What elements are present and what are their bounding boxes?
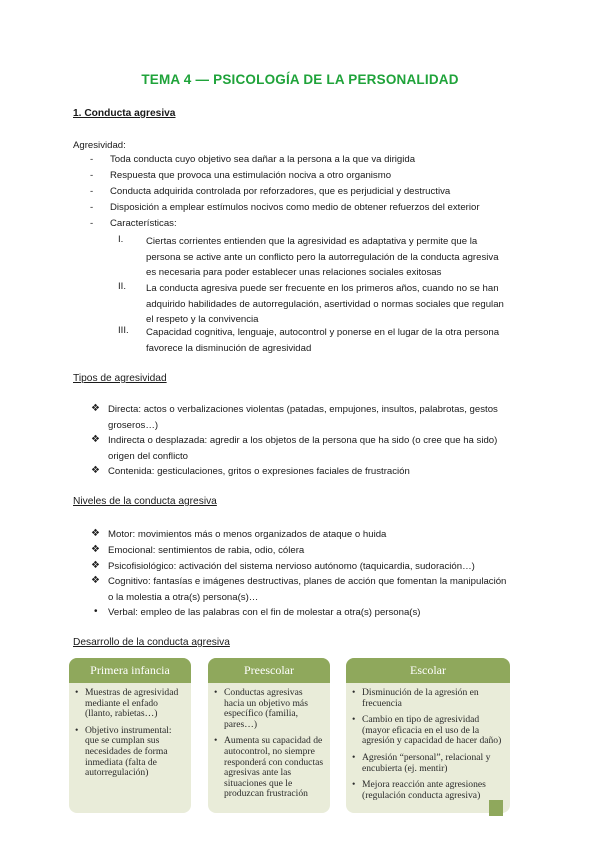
list-item: • Muestras de agresividad mediante el enfado (llanto, rabietas…) — [75, 687, 179, 720]
stage-box-preescolar — [208, 658, 330, 813]
text-line: Directa: actos o verbalizaciones violentas (patadas, empujones, insultos, palabrotas, gestos — [108, 404, 498, 415]
dash-bullet: - — [90, 218, 94, 229]
agresividad-label: Agresividad: — [73, 140, 126, 151]
bullet-dot: • — [352, 714, 356, 726]
bullet-dot: • — [214, 687, 218, 698]
list-item: Psicofisiológico: activación del sistema nervioso autónomo (taquicardia, sudoración…) — [108, 561, 475, 572]
diamond-bullet-icon: ❖ — [91, 575, 100, 586]
list-item: Respuesta que provoca una estimulación nociva a otro organismo — [110, 170, 392, 181]
list-item: • Cambio en tipo de agresividad (mayor eficacia en el uso de la agresión y capacidad de hacer daño) — [352, 714, 502, 747]
text-line: adquirido habilidades de autorregulación, asertividad o normas sociales que regulan — [146, 298, 504, 310]
bullet-dot: • — [75, 724, 79, 736]
roman-numeral-2: II. — [118, 281, 126, 292]
list-item — [108, 433, 528, 464]
list-item: Verbal: empleo de las palabras con el fin de molestar a otra(s) persona(s) — [108, 607, 421, 618]
list-item: • Agresión “personal”, relacional y encubierta (ej. mentir) — [352, 751, 491, 774]
roman-numeral-1: I. — [118, 234, 124, 245]
list-item: • Mejora reacción ante agresiones (regulación conducta agresiva) — [352, 779, 486, 801]
stage-box-primera-infancia — [69, 658, 191, 813]
bullet-dot: • — [352, 687, 356, 698]
bullet-dot: • — [352, 779, 356, 791]
stage-box-list — [208, 683, 330, 800]
section-heading-desarrollo: Desarrollo de la conducta agresiva — [73, 637, 230, 648]
stage-box-escolar — [346, 658, 510, 813]
stage-box-title: Primera infancia — [69, 658, 191, 683]
list-item: Disposición a emplear estímulos nocivos como medio de obtener refuerzos del exterior — [110, 202, 480, 213]
text-line: Cognitivo: fantasías e imágenes destructivas, planes de acción que fomentan la manipulación — [108, 576, 507, 587]
roman-numeral-3: III. — [118, 325, 129, 336]
text-line: o la molestia a otra(s) persona(s)… — [108, 591, 259, 603]
text-line: es necesaria para poder establecer unas relaciones sociales exitosas — [146, 267, 442, 279]
list-item: Emocional: sentimientos de rabia, odio, cólera — [108, 545, 305, 556]
document-title: TEMA 4 — PSICOLOGÍA DE LA PERSONALIDAD — [141, 72, 459, 87]
text-line: Capacidad cognitiva, lenguaje, autocontrol y ponerse en el lugar de la otra persona — [146, 327, 500, 338]
text-line: persona se active ante un conflicto pero la autorregulación de la conducta agresiva — [146, 251, 499, 263]
text-line: Ciertas corrientes entienden que la agresividad es adaptativa y permite que la — [146, 236, 478, 247]
section-heading-tipos: Tipos de agresividad — [73, 373, 167, 384]
section-heading-conducta-agresiva: 1. Conducta agresiva — [73, 108, 176, 119]
stage-box-list — [69, 683, 191, 779]
list-item: • Conductas agresivas hacia un objetivo más específico (familia, pares…) — [214, 687, 308, 730]
bullet-dot: • — [214, 735, 218, 747]
list-item-caracteristicas: Características: — [110, 218, 177, 229]
diamond-bullet-icon: ❖ — [91, 465, 100, 476]
characteristic-item — [146, 325, 526, 356]
text-line: La conducta agresiva puede ser frecuente en los primeros años, cuando no se han — [146, 283, 499, 294]
section-heading-niveles: Niveles de la conducta agresiva — [73, 496, 217, 507]
decorative-corner-tab — [489, 800, 503, 816]
text-line: Contenida: gesticulaciones, gritos o expresiones faciales de frustración — [108, 466, 410, 477]
list-item: Conducta adquirida controlada por reforzadores, que es perjudicial y destructiva — [110, 186, 451, 197]
diamond-bullet-icon: ❖ — [91, 403, 100, 414]
dash-bullet: - — [90, 186, 94, 197]
list-item: Motor: movimientos más o menos organizados de ataque o huida — [108, 529, 387, 540]
text-line: el respeto y la convivencia — [146, 314, 259, 326]
bullet-dot: • — [94, 606, 98, 617]
text-line: groseros…) — [108, 419, 159, 431]
diamond-bullet-icon: ❖ — [91, 528, 100, 539]
diamond-bullet-icon: ❖ — [91, 560, 100, 571]
diamond-bullet-icon: ❖ — [91, 544, 100, 555]
list-item: • Disminución de la agresión en frecuencia — [352, 687, 479, 709]
list-item — [108, 464, 528, 480]
bullet-dot: • — [75, 687, 79, 698]
stage-box-list — [346, 683, 510, 801]
text-line: Indirecta o desplazada: agredir a los objetos de la persona que ha sido (o cree que ha sido) — [108, 435, 498, 446]
dash-bullet: - — [90, 154, 94, 165]
text-line: origen del conflicto — [108, 450, 188, 462]
bullet-dot: • — [352, 751, 356, 763]
list-item: • Objetivo instrumental: que se cumplan sus necesidades de forma inmediata (falta de autorregulación) — [75, 724, 172, 779]
characteristic-item — [146, 281, 526, 328]
dash-bullet: - — [90, 170, 94, 181]
text-line: favorece la disminución de agresividad — [146, 342, 312, 354]
diamond-bullet-icon: ❖ — [91, 434, 100, 445]
list-item — [108, 574, 528, 605]
stage-box-title: Escolar — [346, 658, 510, 683]
stage-box-title: Preescolar — [208, 658, 330, 683]
list-item: • Aumenta su capacidad de autocontrol, no siempre responderá con conductas agresivas ante las situaciones que le produzcan frustración — [214, 735, 324, 800]
list-item: Toda conducta cuyo objetivo sea dañar a la persona a la que va dirigida — [110, 154, 416, 165]
list-item — [108, 402, 528, 433]
characteristic-item — [146, 234, 526, 281]
dash-bullet: - — [90, 202, 94, 213]
